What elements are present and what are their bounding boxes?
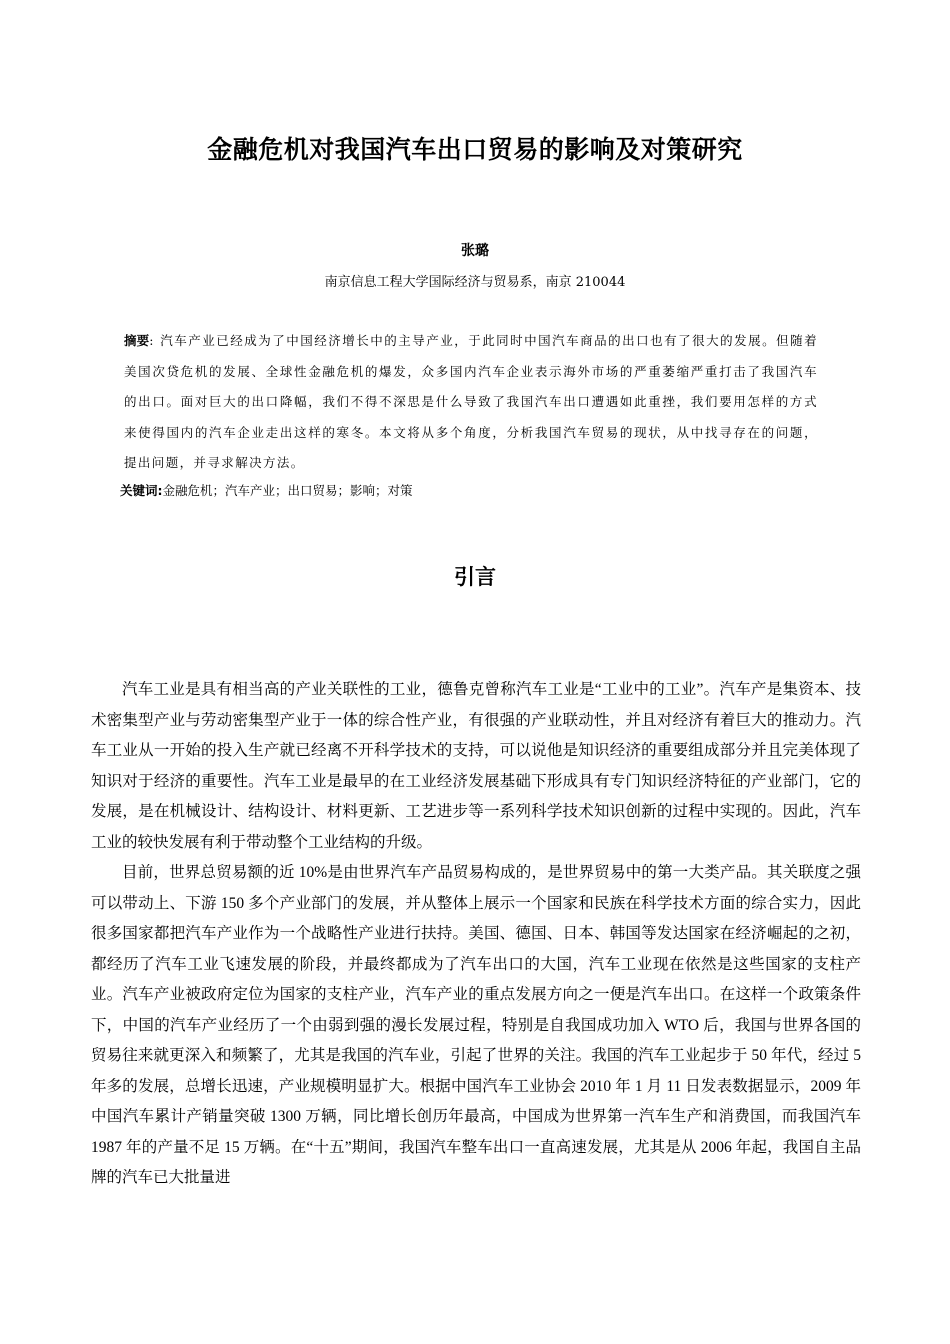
- body-text: [91, 675, 861, 1194]
- body-paragraph: 目前，世界总贸易额的近 10%是由世界汽车产品贸易构成的，是世界贸易中的第一大类产品。其关联度之强可以带动上、下游 150 多个产业部门的发展，并从整体上展示一个国家和民族在科学技术方面的综合实力，因此很多国家都把汽车产业作为一个战略性产业进行扶持。美国、德国、日本、韩国等发达国家在经济崛起的之初，都经历了汽车工业飞速发展的阶段，并最终都成为了汽车出口的大国，汽车工业现在依然是这些国家的支柱产业。汽车产业被政府定位为国家的支柱产业，汽车产业的重点发展方向之一便是汽车出口。在这样一个政策条件下，中国的汽车产业经历了一个由弱到强的漫长发展过程，特别是自我国成功加入 WTO 后，我国与世界各国的贸易往来就更深入和频繁了，尤其是我国的汽车业，引起了世界的关注。我国的汽车工业起步于 50 年代，经过 5 年多的发展，总增长迅速，产业规模明显扩大。根据中国汽车工业协会 2010 年 1 月 11 日发表数据显示，2009 年中国汽车累计产销量突破 1300 万辆，同比增长创历年最高，中国成为世界第一汽车生产和消费国，而我国汽车 1987 年的产量不足 15 万辆。在“十五”期间，我国汽车整车出口一直高速发展，尤其是从 2006 年起，我国自主品牌的汽车已大批量进: [91, 864, 861, 1186]
- author-affiliation: 南京信息工程大学国际经济与贸易系，南京 210044: [324, 275, 626, 290]
- section-heading-introduction: 引言: [454, 565, 496, 589]
- abstract: [124, 326, 818, 479]
- body-paragraph: 汽车工业是具有相当高的产业关联性的工业，德鲁克曾称汽车工业是“工业中的工业”。汽车产是集资本、技术密集型产业与劳动密集型产业于一体的综合性产业，有很强的产业联动性，并且对经济有着巨大的推动力。汽车工业从一开始的投入生产就已经离不开科学技术的支持，可以说他是知识经济的重要组成部分并且完美体现了知识对于经济的重要性。汽车工业是最早的在工业经济发展基础下形成具有专门知识经济特征的产业部门，它的发展，是在机械设计、结构设计、材料更新、工艺进步等一系列科学技术知识创新的过程中实现的。因此，汽车工业的较快发展有利于带动整个工业结构的升级。: [91, 681, 861, 851]
- keywords-label: 关键词:: [120, 483, 163, 498]
- abstract-separator: :: [149, 333, 155, 348]
- abstract-text: 汽车产业已经成为了中国经济增长中的主导产业，于此同时中国汽车商品的出口也有了很大的发展。但随着美国次贷危机的发展、全球性金融危机的爆发，众多国内汽车企业表示海外市场的严重萎缩严重打击了我国汽车的出口。面对巨大的出口降幅，我们不得不深思是什么导致了我国汽车出口遭遇如此重挫，我们要用怎样的方式来使得国内的汽车企业走出这样的寒冬。本文将从多个角度，分析我国汽车贸易的现状，从中找寻存在的问题，提出问题，并寻求解决方法。: [124, 333, 818, 470]
- abstract-label: 摘要: [124, 333, 150, 348]
- keywords-text: 金融危机；汽车产业；出口贸易；影响；对策: [162, 483, 413, 498]
- paper-title: 金融危机对我国汽车出口贸易的影响及对策研究: [207, 135, 743, 164]
- keywords: [120, 480, 820, 502]
- author-name: 张璐: [461, 243, 489, 259]
